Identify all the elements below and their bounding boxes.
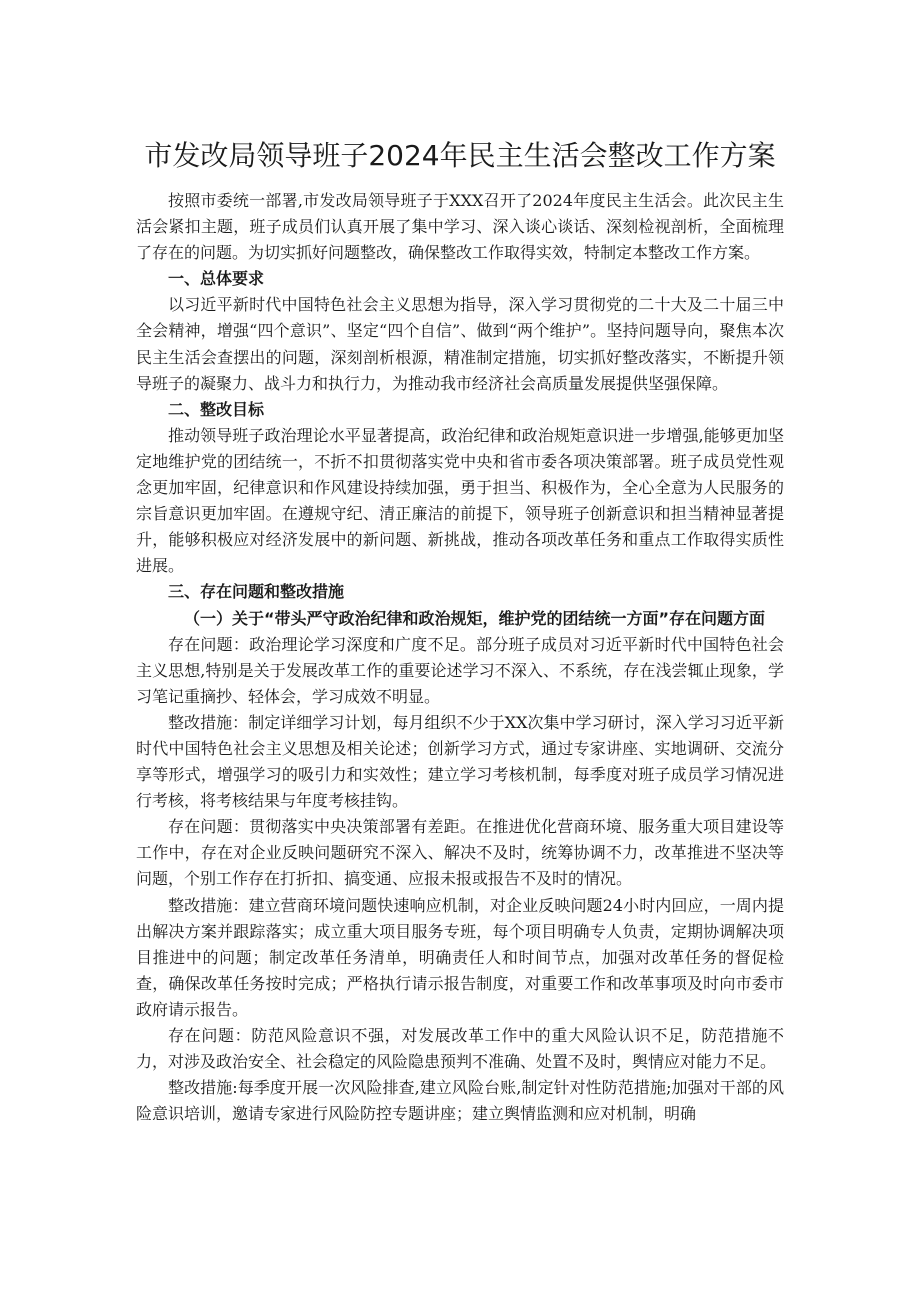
document-body [136, 188, 784, 1127]
paragraph-rectification-goals: 推动领导班子政治理论水平显著提高，政治纪律和政治规矩意识进一步增强,能够更加坚定地维护党的团结统一，不折不扣贯彻落实党中央和省市委各项决策部署。班子成员党性观念更加牢固，纪律意识和作风建设持续加强，勇于担当、积极作为，全心全意为人民服务的宗旨意识更加牢固。在遵规守纪、清正廉洁的前提下，领导班子创新意识和担当精神显著提升，能够积极应对经济发展中的新问题、新挑战，推动各项改革任务和重点工作取得实质性进展。 [136, 425, 784, 576]
document-title: 市发改局领导班子2024年民主生活会整改工作方案 [144, 139, 776, 172]
paragraph-problem-3: 存在问题：防范风险意识不强，对发展改革工作中的重大风险认识不足，防范措施不力，对涉及政治安全、社会稳定的风险隐患预判不准确、处置不及时，舆情应对能力不足。 [136, 1026, 784, 1072]
paragraph-problem-2: 存在问题：贯彻落实中央决策部署有差距。在推进优化营商环境、服务重大项目建设等工作中，存在对企业反映问题研究不深入、解决不及时，统筹协调不力，改革推进不坚决等问题，个别工作存在打折扣、搞变通、应报未报或报告不及时的情况。 [136, 817, 784, 889]
paragraph-measure-1: 整改措施：制定详细学习计划，每月组织不少于XX次集中学习研讨，深入学习习近平新时代中国特色社会主义思想及相关论述；创新学习方式，通过专家讲座、实地调研、交流分享等形式，增强学习的吸引力和实效性；建立学习考核机制，每季度对班子成员学习情况进行考核，将考核结果与年度考核挂钩。 [136, 712, 784, 811]
section-heading-problems-and-measures: 三、存在问题和整改措施 [168, 582, 345, 602]
paragraph-measure-3: 整改措施:每季度开展一次风险排查,建立风险台账,制定针对性防范措施;加强对干部的风险意识培训，邀请专家进行风险防控专题讲座；建立舆情监测和应对机制，明确 [136, 1078, 784, 1124]
paragraph-general-requirements: 以习近平新时代中国特色社会主义思想为指导，深入学习贯彻党的二十大及二十届三中全会精神，增强“四个意识”、坚定“四个自信”、做到“两个维护”。坚持问题导向，聚焦本次民主生活会查摆出的问题，深刻剖析根源，精准制定措施，切实抓好整改落实，不断提升领导班子的凝聚力、战斗力和执行力，为推动我市经济社会高质量发展提供坚强保障。 [136, 295, 784, 393]
section-heading-rectification-goals: 二、整改目标 [168, 399, 265, 419]
subsection-heading-political-discipline: （一）关于“带头严守政治纪律和政治规矩，维护党的团结统一方面”存在问题方面 [184, 608, 766, 628]
section-heading-general-requirements: 一、总体要求 [168, 269, 265, 289]
intro-paragraph: 按照市委统一部署,市发改局领导班子于XXX召开了2024年度民主生活会。此次民主生活会紧扣主题，班子成员们认真开展了集中学习、深入谈心谈话、深刻检视剖析，全面梳理了存在的问题。为切实抓好问题整改，确保整改工作取得实效，特制定本整改工作方案。 [136, 191, 784, 263]
paragraph-measure-2: 整改措施：建立营商环境问题快速响应机制，对企业反映问题24小时内回应，一周内提出解决方案并跟踪落实；成立重大项目服务专班，每个项目明确专人负责，定期协调解决项目推进中的问题；制定改革任务清单，明确责任人和时间节点，加强对改革任务的督促检查，确保改革任务按时完成；严格执行请示报告制度，对重要工作和改革事项及时向市委市政府请示报告。 [136, 895, 784, 1019]
paragraph-problem-1: 存在问题：政治理论学习深度和广度不足。部分班子成员对习近平新时代中国特色社会主义思想,特别是关于发展改革工作的重要论述学习不深入、不系统，存在浅尝辄止现象，学习笔记重摘抄、轻体会，学习成效不明显。 [136, 634, 784, 706]
